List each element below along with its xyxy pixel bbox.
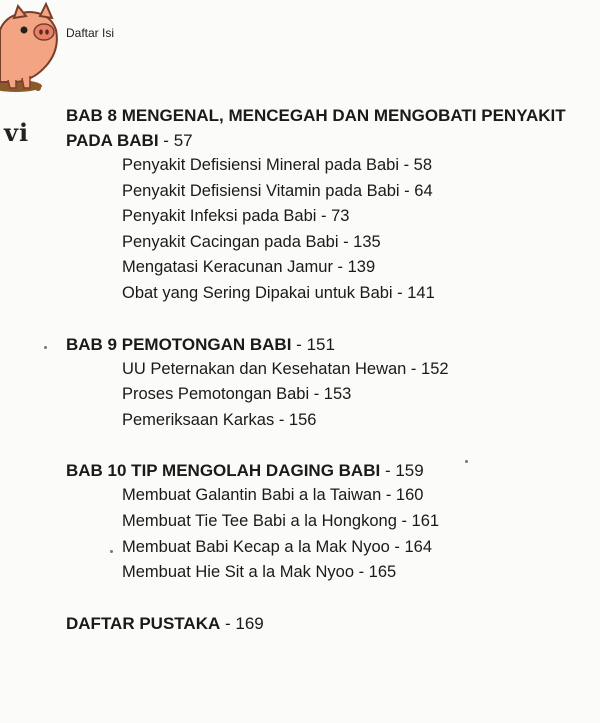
chapter-bab-9 — [66, 332, 586, 434]
toc-entry: Pemeriksaan Karkas - 156 — [122, 410, 317, 429]
toc-entry: Proses Pemotongan Babi - 153 — [122, 385, 352, 404]
chapter-page: 151 — [306, 334, 335, 354]
chapter-bab-10 — [66, 458, 586, 585]
table-of-contents — [66, 103, 586, 661]
running-header: Daftar Isi — [66, 26, 115, 40]
chapter-title — [66, 332, 586, 357]
chapter-title — [66, 611, 586, 636]
chapter-page-sep: - — [163, 131, 174, 150]
scan-speck — [44, 346, 47, 349]
chapter-bab-8 — [66, 103, 586, 307]
toc-entry: UU Peternakan dan Kesehatan Hewan - 152 — [122, 359, 449, 378]
toc-entry: Penyakit Defisiensi Vitamin pada Babi - 64 — [122, 181, 433, 200]
chapter-title — [66, 458, 586, 483]
chapter-daftar-pustaka — [66, 611, 586, 636]
page-number: vi — [4, 118, 30, 147]
chapter-title-line2: PADA BABI — [66, 131, 159, 150]
chapter-page: 169 — [235, 613, 264, 633]
section-list — [66, 153, 586, 307]
chapter-page-sep: - — [296, 334, 307, 354]
toc-entry: Penyakit Cacingan pada Babi - 135 — [122, 232, 381, 251]
toc-entry: Obat yang Sering Dipakai untuk Babi - 141 — [122, 283, 435, 302]
toc-entry: Penyakit Infeksi pada Babi - 73 — [122, 207, 350, 226]
toc-entry: Membuat Tie Tee Babi a la Hongkong - 161 — [122, 511, 440, 530]
section-list — [66, 483, 586, 585]
chapter-title-line1: BAB 8 MENGENAL, MENCEGAH DAN MENGOBATI PENYAKIT — [66, 106, 566, 125]
chapter-name: DAFTAR PUSTAKA — [66, 613, 221, 633]
toc-entry: Penyakit Defisiensi Mineral pada Babi - 58 — [122, 156, 432, 174]
toc-entry: Membuat Hie Sit a la Mak Nyoo - 165 — [122, 563, 397, 582]
chapter-page: 57 — [173, 131, 193, 150]
toc-entry: Membuat Galantin Babi a la Taiwan - 160 — [122, 486, 424, 505]
chapter-name: BAB 9 PEMOTONGAN BABI — [66, 334, 292, 354]
section-list — [66, 357, 586, 434]
chapter-page-sep: - — [224, 613, 236, 633]
chapter-title-continued — [66, 128, 586, 153]
chapter-page: 159 — [395, 461, 424, 481]
chapter-page-sep: - — [384, 461, 396, 481]
pig-icon — [0, 0, 62, 92]
toc-entry: Mengatasi Keracunan Jamur - 139 — [122, 258, 376, 277]
chapter-title — [66, 103, 586, 128]
toc-entry: Membuat Babi Kecap a la Mak Nyoo - 164 — [122, 537, 432, 556]
chapter-name: BAB 10 TIP MENGOLAH DAGING BABI — [66, 461, 381, 481]
